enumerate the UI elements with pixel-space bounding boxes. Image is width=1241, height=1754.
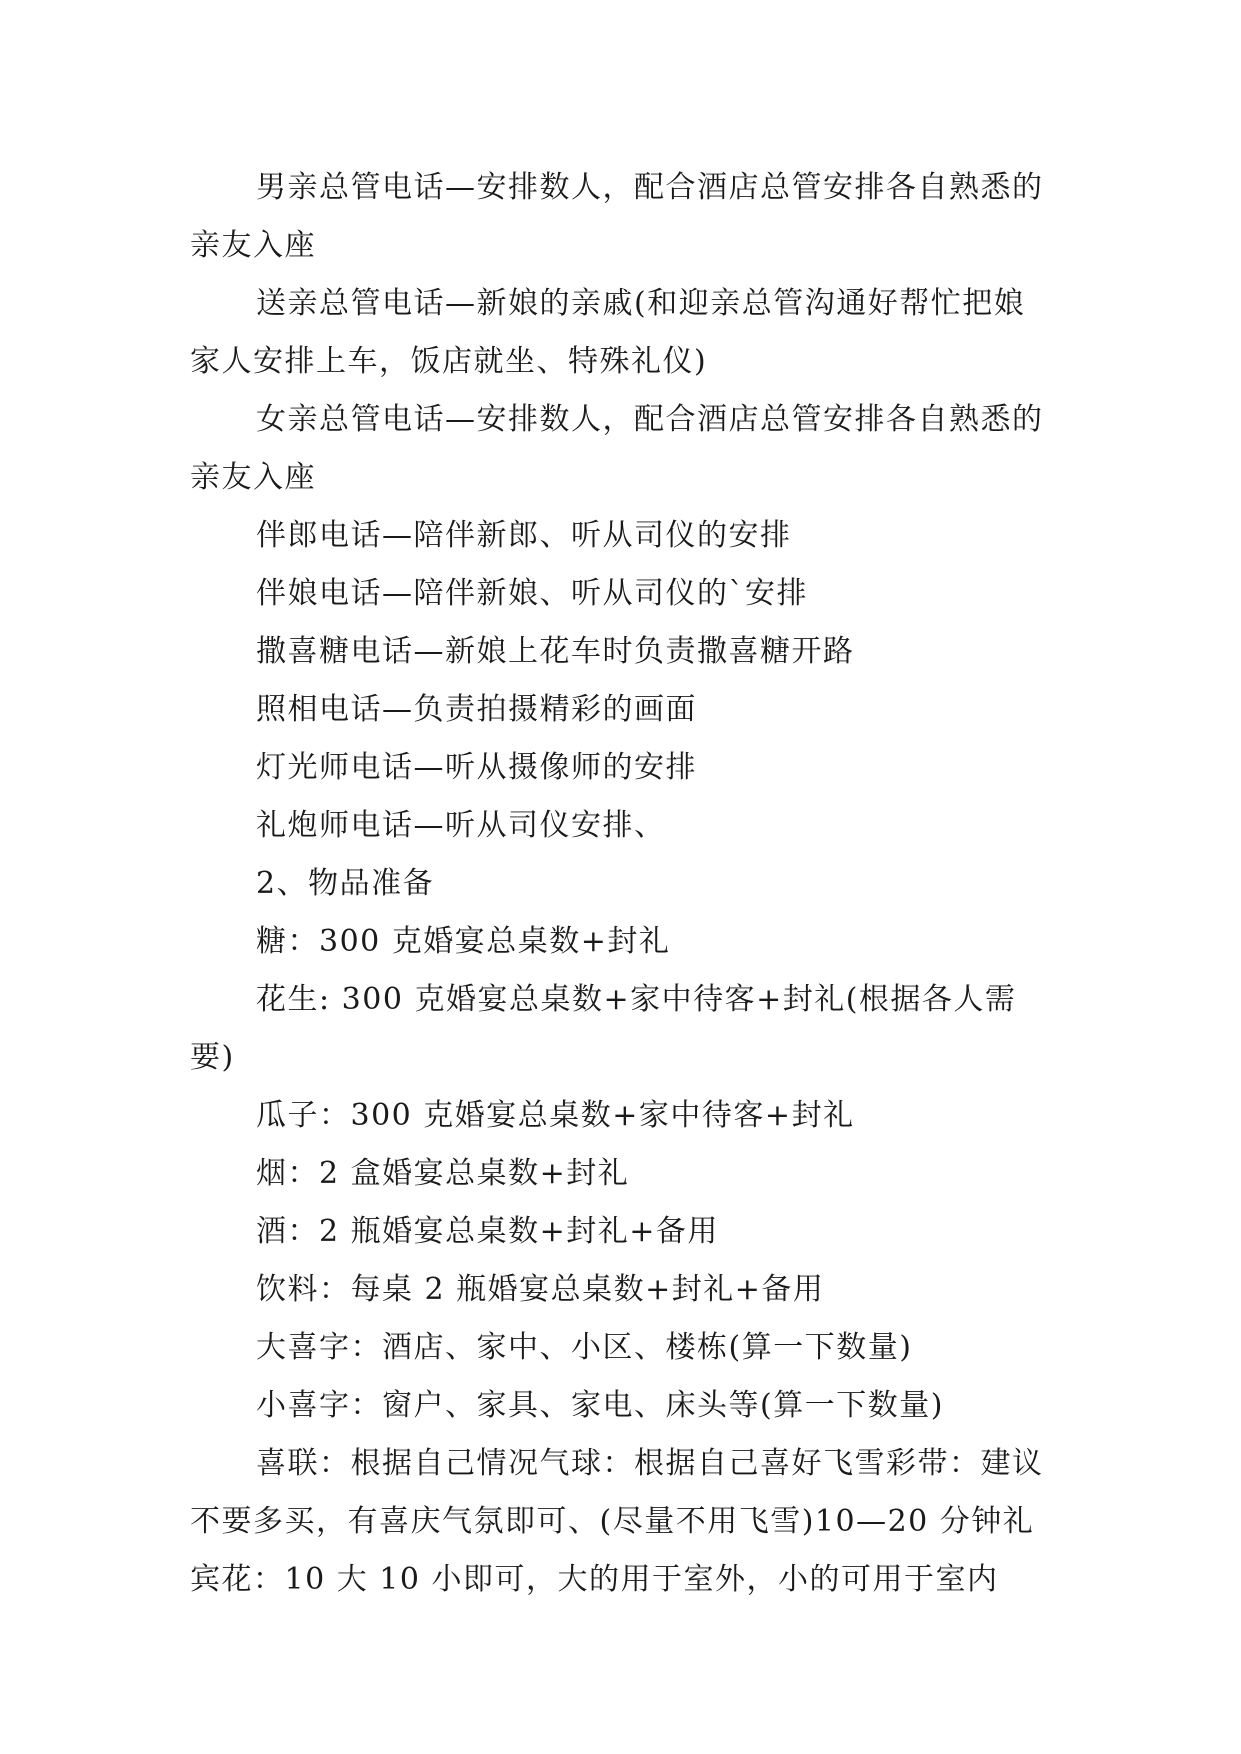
document-body [190, 159, 1050, 1609]
list-item-large-xi-characters: 大喜字：酒店、家中、小区、楼栋(算一下数量) [256, 1330, 913, 1365]
paragraph-bridesmaid: 伴娘电话—陪伴新娘、听从司仪的`安排 [256, 576, 808, 611]
paragraph-photographer: 照相电话—负责拍摄精彩的画面 [256, 692, 697, 727]
paragraph-salute-cannon: 礼炮师电话—听从司仪安排、 [256, 808, 666, 843]
list-item-candy: 糖：300 克婚宴总桌数+封礼 [256, 924, 671, 959]
list-item-peanuts: 花生: 300 克婚宴总桌数+家中待客+封礼(根据各人需要) [190, 982, 1017, 1075]
list-item-couplets-balloons-confetti: 喜联：根据自己情况气球：根据自己喜好飞雪彩带：建议不要多买，有喜庆气氛即可、(尽量不用飞雪)10—20 分钟礼宾花：10 大 10 小即可，大的用于室外，小的可用于室内 [190, 1446, 1044, 1597]
section-heading-supplies: 2、物品准备 [256, 866, 435, 901]
list-item-beverages: 饮料：每桌 2 瓶婚宴总桌数+封礼+备用 [256, 1272, 825, 1307]
list-item-liquor: 酒：2 瓶婚宴总桌数+封礼+备用 [256, 1214, 719, 1249]
paragraph-candy-thrower: 撒喜糖电话—新娘上花车时负责撒喜糖开路 [256, 634, 855, 669]
list-item-melon-seeds: 瓜子：300 克婚宴总桌数+家中待客+封礼 [256, 1098, 855, 1133]
paragraph-lighting: 灯光师电话—听从摄像师的安排 [256, 750, 697, 785]
list-item-small-xi-characters: 小喜字：窗户、家具、家电、床头等(算一下数量) [256, 1388, 944, 1423]
paragraph-escort-manager: 送亲总管电话—新娘的亲戚(和迎亲总管沟通好帮忙把娘家人安排上车，饭店就坐、特殊礼仪) [190, 286, 1026, 379]
paragraph-best-man: 伴郎电话—陪伴新郎、听从司仪的安排 [256, 518, 792, 553]
paragraph-groom-relatives-manager: 男亲总管电话—安排数人，配合酒店总管安排各自熟悉的亲友入座 [190, 170, 1044, 263]
paragraph-bride-relatives-manager: 女亲总管电话—安排数人，配合酒店总管安排各自熟悉的亲友入座 [190, 402, 1044, 495]
list-item-cigarettes: 烟：2 盒婚宴总桌数+封礼 [256, 1156, 630, 1191]
